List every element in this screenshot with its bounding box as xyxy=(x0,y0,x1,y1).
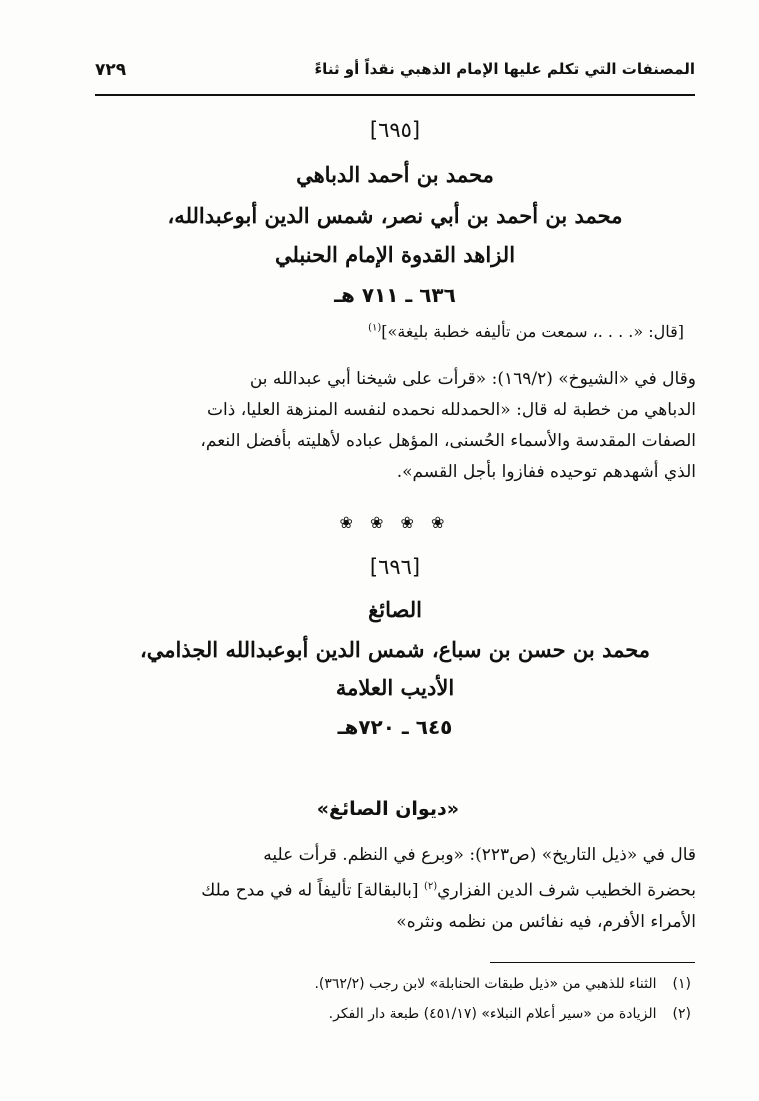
entry-number: [٦٩٥] xyxy=(369,118,421,142)
entry-name: محمد بن أحمد الدباهي xyxy=(296,162,494,187)
footnote xyxy=(329,1006,691,1022)
running-header xyxy=(95,60,695,88)
section-separator: ❀ ❀ ❀ ❀ xyxy=(339,513,451,532)
paragraph-line: قال في «ذيل التاريخ» (ص٢٢٣): «وبرع في النظم. قرأت عليه xyxy=(263,845,696,865)
entry-full-name: محمد بن حسن بن سباع، شمس الدين أبوعبدالله الجذامي، xyxy=(139,637,651,662)
entry-dates: ٦٣٦ ـ ٧١١ هـ xyxy=(334,283,456,307)
entry-number: [٦٩٦] xyxy=(369,555,421,579)
book-title: «ديوان الصائغ» xyxy=(316,798,459,820)
footnote-number: (١) xyxy=(672,976,691,992)
paragraph-line: الدباهي من خطبة له قال: «الحمدلله نحمده لنفسه المنزهة العليا، ذات xyxy=(207,400,696,420)
footnote xyxy=(314,976,691,992)
entry-title: الزاهد القدوة الإمام الحنبلي xyxy=(274,242,516,267)
footnote-ref: (٢) xyxy=(423,881,438,892)
paragraph-line xyxy=(100,871,696,907)
quote-text: [قال: «. . . .، سمعت من تأليفه خطبة بليغة»] xyxy=(381,322,684,341)
entry-full-name: محمد بن أحمد بن أبي نصر، شمس الدين أبوعبدالله، xyxy=(167,203,623,228)
entry-paragraph xyxy=(100,840,696,938)
footnote-number: (٢) xyxy=(672,1006,691,1022)
page-number: ٧٢٩ xyxy=(95,60,127,80)
paragraph-line: الصفات المقدسة والأسماء الحُسنى، المؤهل عباده لأهليته بأفضل النعم، xyxy=(200,431,696,451)
footnote-ref: (١) xyxy=(368,322,382,334)
paragraph-line: الأمراء الأفرم، فيه نفائس من نظمه ونثره» xyxy=(396,911,696,932)
paragraph-segment: [بالبقالة] تأليفاً له في مدح ملك xyxy=(201,880,419,901)
paragraph-line: الذي أشهدهم توحيده ففازوا بأجل القسم». xyxy=(396,462,696,482)
entry-paragraph xyxy=(100,364,696,488)
entry-title: الأديب العلامة xyxy=(335,675,455,700)
footnote-text: الثناء للذهبي من «ذيل طبقات الحنابلة» لابن رجب (٣٦٢/٢). xyxy=(314,976,657,992)
header-rule xyxy=(95,94,695,96)
paragraph-segment: بحضرة الخطيب شرف الدين الفزاري xyxy=(437,880,696,901)
entry-dates: ٦٤٥ ـ ٧٢٠هـ xyxy=(337,715,453,739)
header-title: المصنفات التي تكلم عليها الإمام الذهبي نقداً أو ثناءً xyxy=(314,60,695,78)
footnote-text: الزيادة من «سير أعلام النبلاء» (٤٥١/١٧) طبعة دار الفكر. xyxy=(328,1006,657,1022)
paragraph-line: وقال في «الشيوخ» (١٦٩/٢): «قرأت على شيخنا أبي عبدالله بن xyxy=(249,369,696,389)
quote-line xyxy=(124,322,684,341)
entry-name: الصائغ xyxy=(368,597,422,622)
footnote-rule xyxy=(490,962,695,963)
